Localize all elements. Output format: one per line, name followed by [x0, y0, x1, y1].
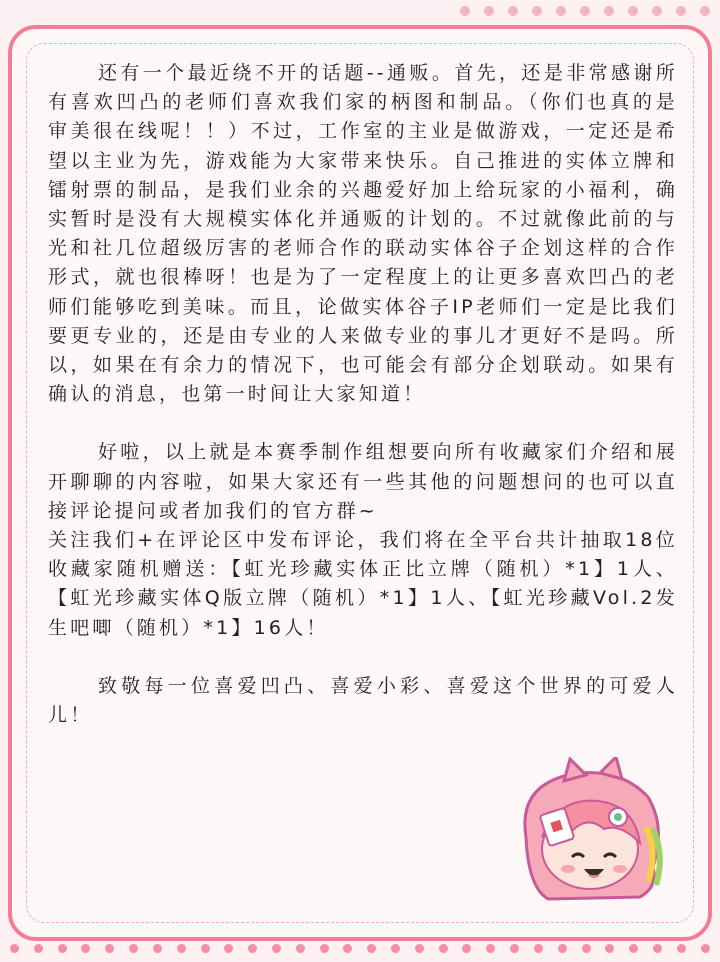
decor-dot	[677, 944, 686, 953]
decor-dot	[320, 944, 329, 953]
decor-dot	[248, 944, 257, 953]
decor-dot	[343, 944, 352, 953]
content-card	[8, 25, 712, 941]
paragraph-giveaway: 关注我们+在评论区中发布评论，我们将在全平台共计抽取18位收藏家随机赠送：【虹光珍藏实体正比立牌（随机）*1】1人、【虹光珍藏实体Q版立牌（随机）*1】1人、【虹光珍藏Vol.2发生吧唧（随机）*1】16人！	[48, 529, 678, 639]
decor-dot	[508, 6, 518, 16]
paragraph-spacer	[48, 409, 678, 438]
decor-dot	[700, 6, 710, 16]
decor-dot	[272, 944, 281, 953]
decor-dot	[439, 944, 448, 953]
decor-dot	[105, 944, 114, 953]
decor-dot	[629, 944, 638, 953]
decor-dot	[510, 944, 519, 953]
decor-dot	[558, 944, 567, 953]
bottom-dot-decoration	[10, 944, 710, 956]
decor-dot	[462, 944, 471, 953]
decor-dot	[580, 6, 590, 16]
paragraph-shipping: 还有一个最近绕不开的话题--通贩。首先，还是非常感谢所有喜欢凹凸的老师们喜欢我们家的柄图和制品。（你们也真的是审美很在线呢！！）不过，工作室的主业是做游戏，一定还是希望以主业为先，游戏能为大家带来快乐。自己推进的实体立牌和镭射票的制品，是我们业余的兴趣爱好加上给玩家的小福利，确实暂时是没有大规模实体化并通贩的计划的。不过就像此前的与光和社几位超级厉害的老师合作的联动实体谷子企划这样的合作形式，就也很棒呀！也是为了一定程度上的让更多喜欢凹凸的老师们能够吃到美味。而且，论做实体谷子IP老师们一定是比我们要更专业的，还是由专业的人来做专业的事儿才更好不是吗。所以，如果在有余力的情况下，也可能会有部分企划联动。如果有确认的消息，也第一时间让大家知道！	[48, 62, 678, 406]
decor-dot	[605, 944, 614, 953]
decor-dot	[556, 6, 566, 16]
decor-dot	[460, 6, 470, 16]
decor-dot	[391, 944, 400, 953]
decor-dot	[58, 944, 67, 953]
decor-dot	[604, 6, 614, 16]
decor-dot	[653, 944, 662, 953]
decor-dot	[534, 944, 543, 953]
decor-dot	[153, 944, 162, 953]
decor-dot	[81, 944, 90, 953]
decor-dot	[224, 944, 233, 953]
decor-dot	[34, 944, 43, 953]
decor-dot	[628, 6, 638, 16]
decor-dot	[296, 944, 305, 953]
decor-dot	[415, 944, 424, 953]
paragraph-spacer	[48, 643, 678, 672]
top-dot-decoration	[400, 6, 710, 20]
decor-dot	[676, 6, 686, 16]
paragraph-closing: 好啦，以上就是本赛季制作组想要向所有收藏家们介绍和展开聊聊的内容啦，如果大家还有一些其他的问题想问的也可以直接评论提问或者加我们的官方群~	[48, 441, 678, 522]
decor-dot	[486, 944, 495, 953]
decor-dot	[177, 944, 186, 953]
decor-dot	[201, 944, 210, 953]
decor-dot	[10, 944, 19, 953]
decor-dot	[701, 944, 710, 953]
decor-dot	[652, 6, 662, 16]
decor-dot	[582, 944, 591, 953]
decor-dot	[367, 944, 376, 953]
decor-dot	[129, 944, 138, 953]
article-body	[48, 59, 678, 730]
decor-dot	[484, 6, 494, 16]
paragraph-tribute: 致敬每一位喜爱凹凸、喜爱小彩、喜爱这个世界的可爱人儿！	[48, 674, 678, 727]
decor-dot	[532, 6, 542, 16]
mascot-sticker-icon	[508, 757, 668, 907]
